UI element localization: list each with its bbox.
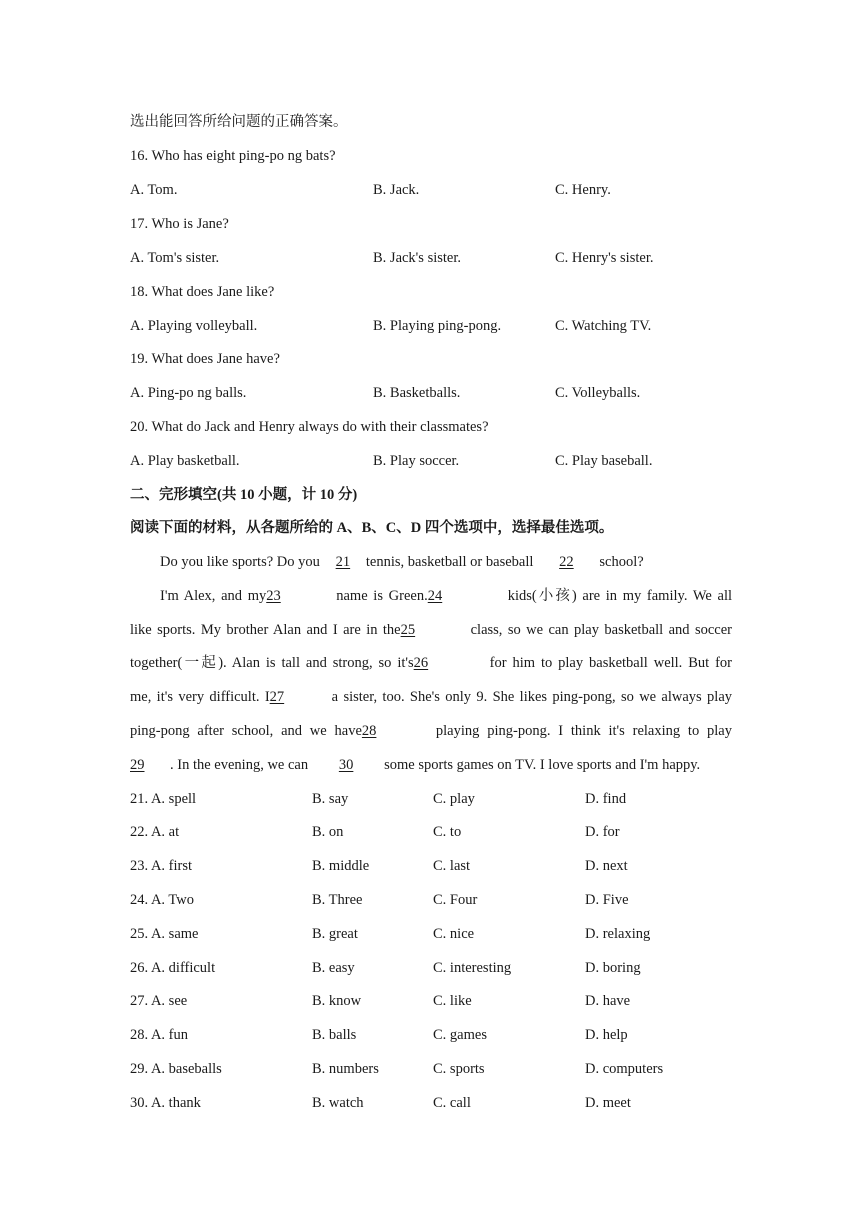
option-25-b: B. great [312,926,358,942]
blank-27: 27 [269,689,285,705]
passage-line-1: Do you like sports? Do you 21 tennis, basketball or baseball 22 school? [160,554,644,570]
passage-line-6: ping-pong after school, and we have28 playing ping-pong. I think it's relaxing to play [130,723,732,739]
passage-line-2: I'm Alex, and my23 name is Green.24 kids(小孩) are in my family. We all [160,588,733,604]
option-21-c: C. play [433,791,475,807]
option-21-b: B. say [312,791,349,807]
option-29-b: B. numbers [312,1061,379,1077]
option-30-d: D. meet [585,1095,631,1111]
option-20-b: B. Play soccer. [373,453,460,469]
option-25-a: 25. A. same [130,926,199,942]
question-16: 16. Who has eight ping-po ng bats? [130,148,336,164]
blank-25: 25 [400,622,416,638]
section-title: 二、完形填空(共 10 小题，计 10 分) [130,487,358,503]
option-23-d: D. next [585,858,628,874]
option-21-d: D. find [585,791,627,807]
option-17-c: C. Henry's sister. [555,250,654,266]
option-16-b: B. Jack. [373,182,420,198]
option-24-a: 24. A. Two [130,892,194,908]
passage-line-3: like sports. My brother Alan and I are in the25 class, so we can play basketball and soccer [130,622,732,638]
option-26-b: B. easy [312,960,355,976]
option-29-d: D. computers [585,1061,664,1077]
option-27-c: C. like [433,993,472,1009]
option-28-b: B. balls [312,1027,357,1043]
option-24-b: B. Three [312,892,363,908]
blank-26: 26 [413,655,429,671]
option-24-d: D. Five [585,892,629,908]
option-18-a: A. Playing volleyball. [130,318,258,334]
option-16-a: A. Tom. [130,182,178,198]
option-25-d: D. relaxing [585,926,651,942]
option-21-a: 21. A. spell [130,791,197,807]
option-22-b: B. on [312,824,344,840]
cloze-instruction: 阅读下面的材料，从各题所给的 A、B、C、D 四个选项中，选择最佳选项。 [130,520,614,536]
blank-23: 23 [266,588,281,604]
option-19-a: A. Ping-po ng balls. [130,385,247,401]
option-20-a: A. Play basketball. [130,453,240,469]
blank-29: 29 [130,757,145,773]
option-25-c: C. nice [433,926,475,942]
passage-line-7: 29 . In the evening, we can 30 some sports games on TV. I love sports and I'm happy. [130,757,701,773]
option-20-c: C. Play baseball. [555,453,653,469]
option-23-a: 23. A. first [130,858,193,874]
option-27-b: B. know [312,993,362,1009]
listening-instruction: 选出能回答所给问题的正确答案。 [130,114,348,130]
option-30-b: B. watch [312,1095,364,1111]
option-27-a: 27. A. see [130,993,188,1009]
option-24-c: C. Four [433,892,478,908]
option-27-d: D. have [585,993,631,1009]
option-18-c: C. Watching TV. [555,318,652,334]
option-30-a: 30. A. thank [130,1095,201,1111]
passage-line-5: me, it's very difficult. I27 a sister, too. She's only 9. She likes ping-pong, so we always play [130,689,732,705]
option-30-c: C. call [433,1095,471,1111]
blank-21: 21 [335,554,351,570]
blank-24: 24 [427,588,443,604]
option-23-b: B. middle [312,858,370,874]
question-19: 19. What does Jane have? [130,351,280,367]
option-18-b: B. Playing ping-pong. [373,318,502,334]
option-26-c: C. interesting [433,960,512,976]
option-26-d: D. boring [585,960,641,976]
option-22-a: 22. A. at [130,824,180,840]
blank-22: 22 [559,554,574,570]
option-16-c: C. Henry. [555,182,611,198]
option-22-c: C. to [433,824,462,840]
option-29-c: C. sports [433,1061,485,1077]
option-19-b: B. Basketballs. [373,385,461,401]
option-29-a: 29. A. baseballs [130,1061,222,1077]
option-17-a: A. Tom's sister. [130,250,220,266]
option-26-a: 26. A. difficult [130,960,216,976]
passage-line-4: together(一起). Alan is tall and strong, so it's26 for him to play basketball well. But for [130,655,732,671]
option-28-c: C. games [433,1027,487,1043]
blank-28: 28 [361,723,377,739]
option-17-b: B. Jack's sister. [373,250,461,266]
blank-30: 30 [338,757,354,773]
option-28-a: 28. A. fun [130,1027,188,1043]
question-17: 17. Who is Jane? [130,216,229,232]
option-23-c: C. last [433,858,471,874]
option-22-d: D. for [585,824,620,840]
question-20: 20. What do Jack and Henry always do with their classmates? [130,419,489,435]
option-19-c: C. Volleyballs. [555,385,641,401]
question-18: 18. What does Jane like? [130,284,275,300]
option-28-d: D. help [585,1027,628,1043]
